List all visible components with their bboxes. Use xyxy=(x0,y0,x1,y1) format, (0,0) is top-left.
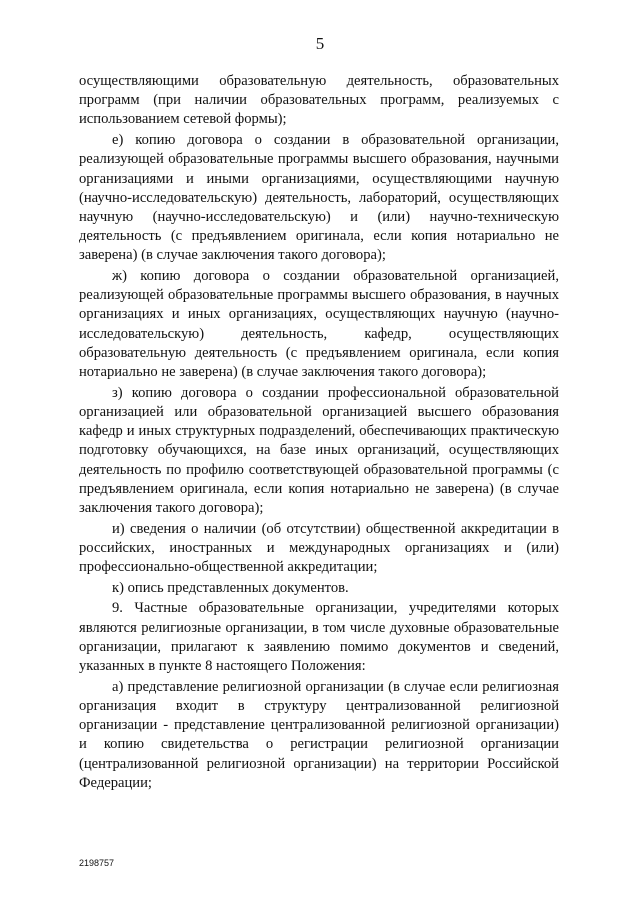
document-code: 2198757 xyxy=(79,858,115,868)
paragraph-item-a: а) представление религиозной организации (в случае если религиозная организация входит в структуру централизованной религиозной организации - представление централизованной религиозной организации) и копию свидетельства о регистрации религиозной организации (централизованной религиозной организации) на территории Российской Федерации; xyxy=(79,678,559,791)
paragraph-item-z: з) копию договора о создании профессиональной образовательной организацией или образовательной организацией высшего образования кафедр и иных структурных подразделений, обеспечивающих практическую подготовку обучающихся, на базе иных организаций, осуществляющих деятельность по профилю соответствующей образовательной программы (с предъявлением оригинала, если копия нотариально не заверена) (в случае заключения такого договора); xyxy=(79,384,559,516)
paragraph-item-k: к) опись представленных документов. xyxy=(112,579,349,596)
paragraph-item-i: и) сведения о наличии (об отсутствии) общественной аккредитации в российских, иностранных и международных организациях и (или) профессионально-общественной аккредитации; xyxy=(79,520,559,576)
paragraph-continuation: осуществляющими образовательную деятельность, образовательных программ (при наличии образовательных программ, реализуемых с использованием сетевой формы); xyxy=(79,73,559,128)
document-body xyxy=(79,72,559,793)
paragraph-item-zh: ж) копию договора о создании образовательной организацией, реализующей образовательные программы высшего образования, в научных организациях и иных организациях, осуществляющих научную (научно-исследовательскую) деятельность, кафедр, осуществляющих образовательную деятельность (с предъявлением оригинала, если копия нотариально не заверена) (в случае заключения такого договора); xyxy=(79,268,559,381)
paragraph-item-e: е) копию договора о создании в образовательной организации, реализующей образовательные программы высшего образования, научными организациями и иными организациями, осуществляющими научную (научно-исследовательскую) деятельность, лабораторий, осуществляющих научную (научно-исследовательскую) и (или) научно-техническую деятельность (с предъявлением оригинала, если копия нотариально не заверена) (в случае заключения такого договора); xyxy=(79,132,559,264)
page-number: 5 xyxy=(315,34,325,53)
paragraph-point-9: 9. Частные образовательные организации, учредителями которых являются религиозные организации, в том числе духовные образовательные организации, прилагают к заявлению помимо документов и сведений, указанных в пункте 8 настоящего Положения: xyxy=(79,600,559,675)
